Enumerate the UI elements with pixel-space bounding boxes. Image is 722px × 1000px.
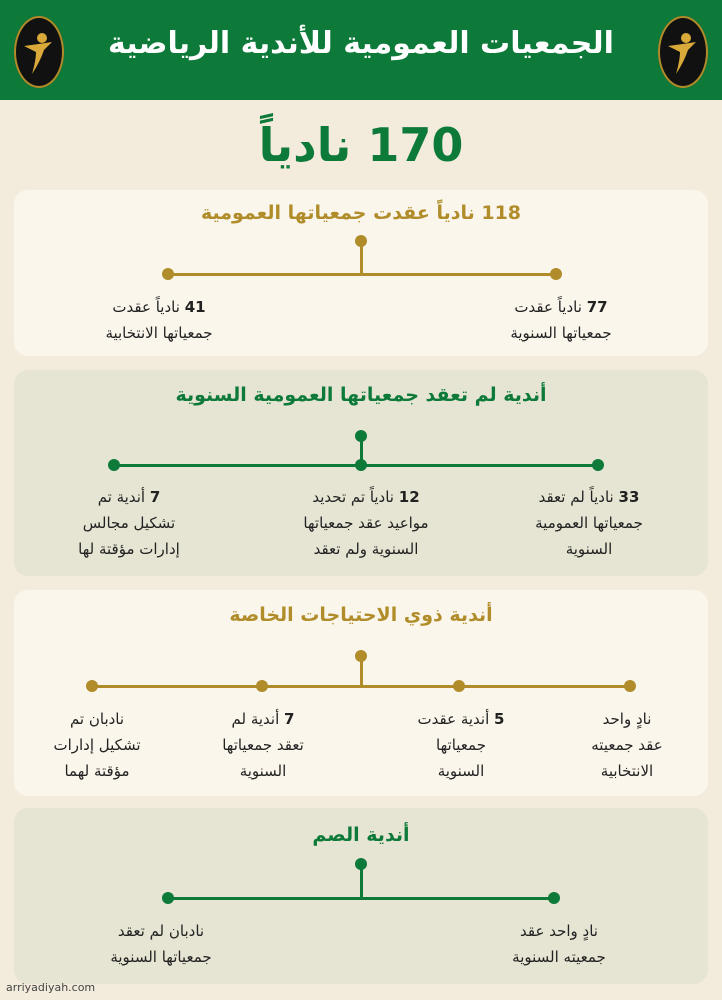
headline-total: 170 نادياً	[258, 118, 464, 172]
header-bar	[0, 0, 722, 100]
tree-node-dot	[355, 650, 367, 662]
stat-item: نادبان تم تشكيل إدارات مؤقتة لهما	[53, 710, 141, 780]
tree-node-dot	[355, 459, 367, 471]
tree-node-dot	[355, 235, 367, 247]
section-title: 118 نادياً عقدت جمعياتها العمومية	[200, 202, 522, 224]
stat-item: 77 نادياً عقدت جمعياتها السنوية	[510, 298, 612, 342]
tree-node-dot	[355, 430, 367, 442]
tree-node-dot	[550, 268, 562, 280]
tree-node-dot	[108, 459, 120, 471]
tree-node-dot	[355, 858, 367, 870]
section-special-needs-clubs	[14, 590, 708, 796]
tree-node-dot	[453, 680, 465, 692]
section-title: أندية ذوي الاحتياجات الخاصة	[229, 604, 493, 626]
stat-item: 7 أندية لم تعقد جمعياتها السنوية	[222, 710, 304, 780]
stat-item: 5 أندية عقدت جمعياتها السنوية	[417, 710, 505, 780]
stat-item: 12 نادياً تم تحديد مواعيد عقد جمعياتها السنوية ولم تعقد	[303, 488, 429, 558]
tree-branch-line	[168, 897, 554, 900]
tree-node-dot	[162, 268, 174, 280]
stat-item: 7 أندية تم تشكيل مجالس إدارات مؤقتة لها	[78, 488, 180, 558]
club-logo-icon	[658, 16, 708, 88]
page-title: الجمعيات العمومية للأندية الرياضية	[108, 26, 614, 61]
section-title: أندية لم تعقد جمعياتها العمومية السنوية	[175, 384, 547, 406]
stat-item: 33 نادياً لم تعقد جمعياتها العمومية السنوية	[535, 488, 643, 558]
tree-node-dot	[86, 680, 98, 692]
tree-node-dot	[624, 680, 636, 692]
section-title: أندية الصم	[312, 824, 410, 846]
section-not-held-assemblies	[14, 370, 708, 576]
tree-branch-line	[168, 273, 556, 276]
section-held-assemblies	[14, 190, 708, 356]
stat-item: نادٍ واحد عقد جمعيته السنوية	[512, 922, 606, 966]
stat-item: نادٍ واحد عقد جمعيته الانتخابية	[591, 710, 663, 780]
tree-node-dot	[256, 680, 268, 692]
site-credit: arriyadiyah.com	[6, 981, 96, 994]
stat-item: نادبان لم تعقد جمعياتها السنوية	[110, 922, 212, 966]
section-deaf-clubs	[14, 808, 708, 984]
club-logo-icon	[14, 16, 64, 88]
tree-node-dot	[592, 459, 604, 471]
tree-branch-line	[92, 685, 630, 688]
tree-node-dot	[162, 892, 174, 904]
tree-node-dot	[548, 892, 560, 904]
stat-item: 41 نادياً عقدت جمعياتها الانتخابية	[105, 298, 213, 342]
